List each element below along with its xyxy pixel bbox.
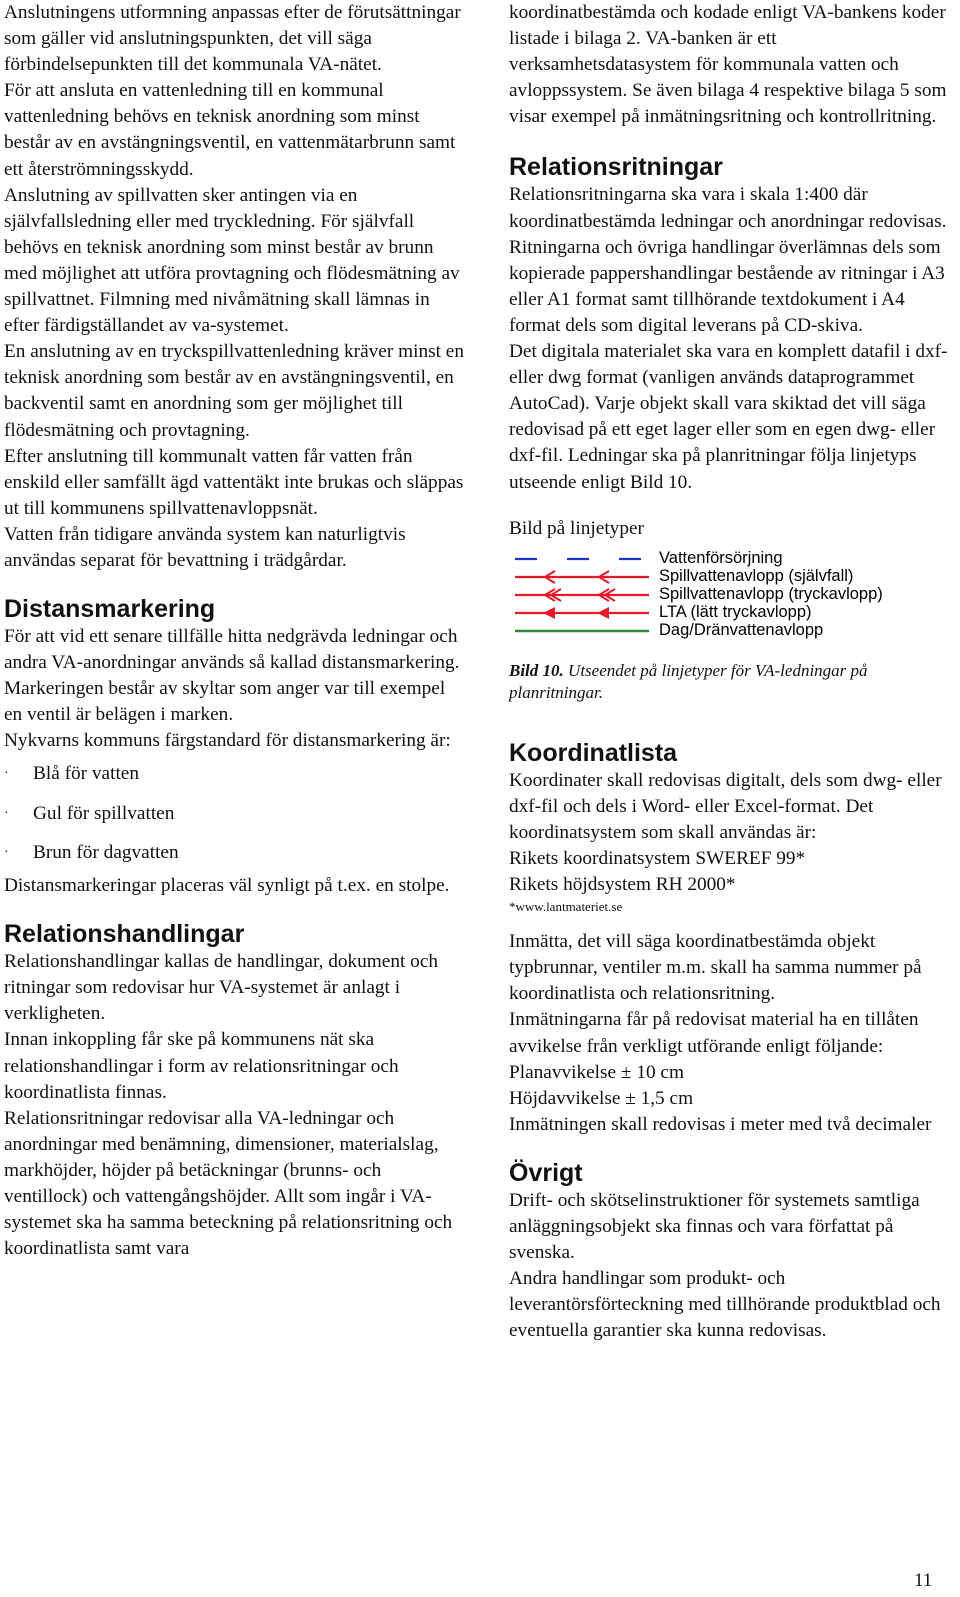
legend-label: Dag/Dränvattenavlopp bbox=[659, 620, 824, 639]
legend-label: LTA (lätt tryckavlopp) bbox=[659, 602, 812, 621]
paragraph: Innan inkoppling får ske på kommunens nät ska relationshandlingar i form av relationsritningar och koordinatlista finnas. bbox=[4, 1029, 399, 1103]
bullet-icon: · bbox=[4, 845, 9, 861]
paragraph: Efter anslutning till kommunalt vatten får vatten från enskild eller samfällt ägd vattentäkt inte brukas och släppas ut till kommunens spillvattenavloppsnät. bbox=[4, 445, 464, 519]
paragraph: Rikets koordinatsystem SWEREF 99* bbox=[509, 847, 806, 869]
paragraph: En anslutning av en tryckspillvattenledning kräver minst en teknisk anordning som består av en avstängningsventil, en backventil samt en anordning som ger möjlighet till flödesmätning och provtagning. bbox=[4, 341, 464, 441]
paragraph: Relationsritningarna ska vara i skala 1:400 där koordinatbestämda ledningar och anordningar redovisas. Ritningarna och övriga handlingar överlämnas dels som kopierade pappershandlingar bestående av ritningar i A3 eller A1 format samt tillhörande textdokument i A4 format dels som digital leverans på CD-skiva. bbox=[509, 184, 947, 336]
list-item: · Brun för dagvatten bbox=[4, 834, 464, 874]
paragraph: Det digitala materialet ska vara en komplett datafil i dxf- eller dwg format (vanligen används dataprogrammet AutoCad). Varje objekt skall vara skiktad det vill säga redovisad på ett eget lager eller som en egen dwg- eller dxf-fil. Ledningar ska på planritningar följa linjetyps utseende enligt Bild 10. bbox=[509, 341, 948, 493]
bullet-icon: · bbox=[4, 766, 9, 782]
footnote: *www.lantmateriet.se bbox=[509, 899, 623, 915]
paragraph: För att vid ett senare tillfälle hitta nedgrävda ledningar och andra VA-anordningar används så kallad distansmarkering. Markeringen består av skyltar som anger var till exempel en ventil är belägen i marken. bbox=[4, 626, 460, 726]
heading-relationsritningar: Relationsritningar bbox=[509, 153, 723, 182]
paragraph: Rikets höjdsystem RH 2000* bbox=[509, 874, 736, 896]
paragraph: koordinatbestämda och kodade enligt VA-bankens koder listade i bilaga 2. VA-banken är ett verksamhetsdatasystem för kommunala vatten och avloppssystem. Se även bilaga 4 respektive bilaga 5 som visar exempel på inmätningsritning och kontrollritning. bbox=[509, 2, 947, 128]
list-item: · Gul för spillvatten bbox=[4, 794, 464, 834]
paragraph: Inmätningen skall redovisas i meter med två decimaler bbox=[509, 1113, 932, 1135]
paragraph: Inmätta, det vill säga koordinatbestämda objekt typbrunnar, ventiler m.m. skall ha samma nummer på koordinatlista och relationsritning. bbox=[509, 931, 922, 1005]
figure-caption: Bild 10. Utseendet på linjetyper för VA-ledningar på planritningar. bbox=[509, 660, 868, 702]
legend-line-tryckavlopp bbox=[515, 589, 649, 601]
bullet-list bbox=[4, 755, 464, 874]
right-column bbox=[509, 0, 949, 1344]
heading-relationshandlingar: Relationshandlingar bbox=[4, 920, 245, 949]
heading-distansmarkering: Distansmarkering bbox=[4, 595, 216, 624]
heading-koordinatlista: Koordinatlista bbox=[509, 738, 678, 767]
heading-ovrigt: Övrigt bbox=[509, 1158, 583, 1187]
paragraph: Vatten från tidigare använda system kan naturligtvis användas separat för bevattning i trädgårdar. bbox=[4, 523, 406, 571]
paragraph: Relationsritningar redovisar alla VA-ledningar och anordningar med benämning, dimensioner, materialslag, markhöjder, höjder på betäckningar (brunns- och ventillock) och vattengångshöjder. Allt som ingår i VA-systemet ska ha samma beteckning på relationsritning och koordinatlista samt vara bbox=[4, 1107, 453, 1260]
paragraph: Anslutningens utformning anpassas efter de förutsättningar som gäller vid anslutningspunkten, det vill säga förbindelsepunkten till det kommunala VA-nätet. bbox=[4, 2, 461, 76]
paragraph: Anslutning av spillvatten sker antingen via en självfallsledning eller med tryckledning. För självfall behövs en teknisk anordning som minst består av brunn med möjlighet att utföra provtagning och flödesmätning av spillvattnet. Filmning med nivåmätning skall lämnas in efter färdigställandet av va-systemet. bbox=[4, 184, 460, 337]
paragraph: Drift- och skötselinstruktioner för systemets samtliga anläggningsobjekt ska finnas och vara författat på svenska. bbox=[509, 1189, 920, 1264]
legend-label: Spillvattenavlopp (tryckavlopp) bbox=[659, 584, 883, 603]
legend-label: Vattenförsörjning bbox=[659, 548, 783, 567]
paragraph: Inmätningarna får på redovisat material ha en tillåten avvikelse från verkligt utförande enligt följande: bbox=[509, 1009, 919, 1057]
list-item: · Blå för vatten bbox=[4, 755, 464, 795]
legend-line-sjalvfall bbox=[515, 571, 649, 583]
figure-title: Bild på linjetyper bbox=[509, 517, 644, 539]
legend-label: Spillvattenavlopp (självfall) bbox=[659, 566, 854, 585]
left-column bbox=[4, 0, 464, 1262]
line-type-legend bbox=[509, 548, 889, 648]
paragraph: Koordinater skall redovisas digitalt, dels som dwg- eller dxf-fil och dels i Word- eller Excel-format. Det koordinatsystem som skall användas är: bbox=[509, 769, 942, 843]
paragraph: Relationshandlingar kallas de handlingar, dokument och ritningar som redovisar hur VA-systemet är anlagt i verkligheten. bbox=[4, 951, 439, 1025]
legend-lines bbox=[509, 548, 659, 648]
bullet-icon: · bbox=[4, 805, 9, 821]
paragraph: Höjdavvikelse ± 1,5 cm bbox=[509, 1087, 694, 1109]
paragraph: Andra handlingar som produkt- och leverantörsförteckning med tillhörande produktblad och eventuella garantier ska kunna redovisas. bbox=[509, 1268, 941, 1342]
paragraph: Distansmarkeringar placeras väl synligt på t.ex. en stolpe. bbox=[4, 875, 450, 897]
paragraph: För att ansluta en vattenledning till en kommunal vattenledning behövs en teknisk anordning som minst består av en avstängningsventil, en vattenmätarbrunn samt ett återströmningsskydd. bbox=[4, 80, 456, 180]
legend-line-lta bbox=[515, 607, 649, 619]
paragraph: Nykvarns kommuns färgstandard för distansmarkering är: bbox=[4, 730, 451, 752]
paragraph: Planavvikelse ± 10 cm bbox=[509, 1061, 684, 1083]
page-number: 11 bbox=[914, 1570, 933, 1591]
